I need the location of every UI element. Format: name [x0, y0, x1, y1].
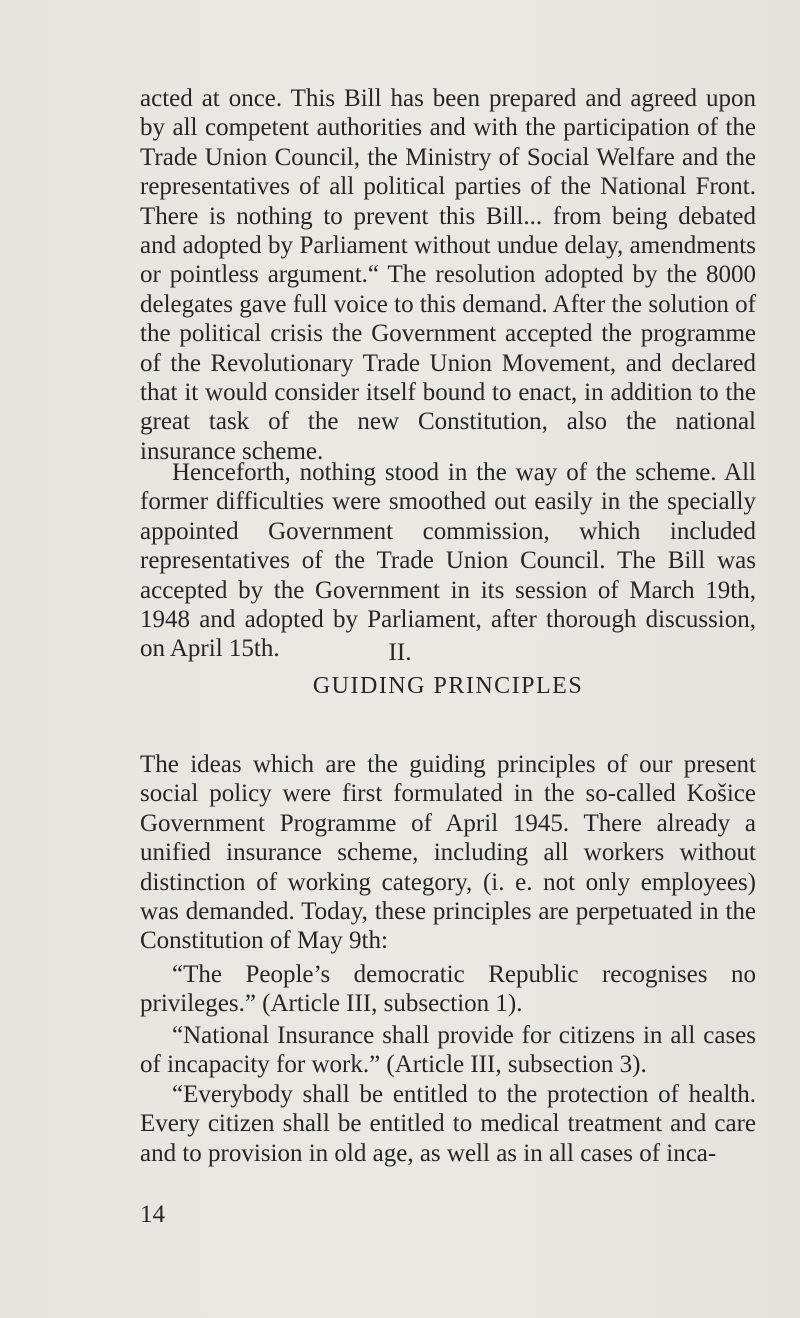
body-paragraph	[140, 750, 756, 956]
section-title: GUIDING PRINCIPLES	[312, 673, 584, 699]
paragraph-text: Henceforth, nothing stood in the way of the scheme. All former difficulties were smoothed out easily in the specially appointed Government commission, which included representatives of the Trade Union Council. The Bill was accepted by the Government in its session of March 19th, 1948 and adopted by Parliament, after thorough discussion, on April 15th.	[140, 459, 756, 663]
paragraph-text: “Everybody shall be entitled to the protection of health. Every citizen shall be entitled to medical treatment and care and to provision in old age, as well as in all cases of inca-	[140, 1081, 756, 1167]
paragraph-text: acted at once. This Bill has been prepared and agreed upon by all competent authorities and with the participation of the Trade Union Council, the Ministry of Social Welfare and the representatives of all political parties of the National Front. There is nothing to prevent this Bill... from being debated and adopted by Parliament without undue delay, amendments or pointless argument.“ The resolution adopted by the 8000 delegates gave full voice to this demand. After the solution of the political crisis the Government accepted the programme of the Revolutionary Trade Union Movement, and declared that it would consider itself bound to enact, in addition to the great task of the new Constitution, also the national insurance scheme.	[140, 85, 756, 465]
quote-paragraph	[140, 1080, 756, 1168]
quote-paragraph	[140, 960, 756, 1019]
page-number: 14	[140, 1201, 165, 1228]
quote-paragraph	[140, 1021, 756, 1080]
body-paragraph	[140, 84, 756, 466]
paragraph-text: “The People’s democratic Republic recognises no privileges.” (Article III, subsection 1).	[140, 961, 756, 1018]
section-number: II.	[388, 639, 412, 666]
paragraph-text: The ideas which are the guiding principles of our present social policy were first formulated in the so-called Košice Government Programme of April 1945. There already a unified insurance scheme, including all workers without distinction of working category, (i. e. not only employees) was demanded. Today, these principles are perpetuated in the Constitution of May 9th:	[140, 751, 756, 955]
body-paragraph	[140, 458, 756, 664]
paragraph-text: “National Insurance shall provide for citizens in all cases of incapacity for work.” (Article III, subsection 3).	[140, 1022, 756, 1079]
